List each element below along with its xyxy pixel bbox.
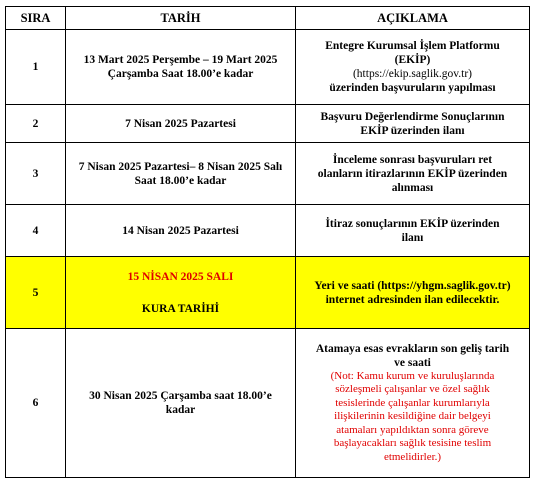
- row-number: 6: [6, 329, 66, 478]
- header-tarih: TARİH: [66, 7, 296, 30]
- header-aciklama: AÇIKLAMA: [296, 7, 530, 30]
- desc-line: ve saati: [394, 356, 431, 369]
- desc-line: EKİP üzerinden ilanı: [360, 124, 465, 137]
- date-line: Saat 18.00’e kadar: [134, 174, 227, 187]
- schedule-table: [5, 6, 530, 478]
- row-description: [296, 30, 530, 105]
- header-sira: SIRA: [6, 7, 66, 30]
- desc-line: Başvuru Değerlendirme Sonuçlarının: [320, 110, 505, 123]
- note-line: ilişkilerinin kesildiğine dair belgeyi: [334, 410, 491, 423]
- row-description: [296, 105, 530, 143]
- desc-line: olanların itirazlarının EKİP üzerinden: [317, 167, 508, 180]
- date-line: Çarşamba Saat 18.00’e kadar: [107, 68, 254, 80]
- note-line: başlayacakları sağlık tesisine teslim: [333, 437, 492, 450]
- desc-line: (EKİP): [394, 54, 431, 66]
- desc-line: İtiraz sonuçlarının EKİP üzerinden: [325, 217, 500, 230]
- note-line: sözleşmeli çalışanlar ve özel sağlık: [335, 383, 490, 396]
- table-row-highlighted: [6, 257, 530, 329]
- date-line: 30 Nisan 2025 Çarşamba saat 18.00’e: [89, 390, 272, 402]
- date-line: kadar: [165, 404, 196, 416]
- row-date: [66, 30, 296, 105]
- kura-date: 15 NİSAN 2025 SALI: [127, 270, 234, 283]
- header-row: [6, 7, 530, 30]
- note-line: tesislerinde çalışanlar kurumlarıyla: [335, 396, 490, 409]
- desc-line: Atamaya esas evrakların son geliş tarih: [315, 342, 510, 355]
- table-row: [6, 205, 530, 257]
- row-date: [66, 329, 296, 478]
- table-row: [6, 143, 530, 205]
- kura-label: KURA TARİHİ: [141, 302, 220, 315]
- table-row: [6, 30, 530, 105]
- row-date: 14 Nisan 2025 Pazartesi: [66, 205, 296, 257]
- row-description: [296, 143, 530, 205]
- desc-line: internet adresinden ilan edilecektir.: [325, 293, 500, 306]
- desc-line: Yeri ve saati (https://yhgm.saglik.gov.tr): [314, 279, 511, 292]
- row-date: [66, 257, 296, 329]
- note-line: (Not: Kamu kurum ve kuruluşlarında: [330, 369, 495, 382]
- date-line: 13 Mart 2025 Perşembe – 19 Mart 2025: [83, 54, 278, 66]
- desc-line: İnceleme sonrası başvuruları ret: [332, 153, 493, 166]
- row-description: [296, 329, 530, 478]
- desc-line: Entegre Kurumsal İşlem Platformu: [325, 40, 500, 52]
- note-line: atamaları yapıldıktan sonra göreve: [336, 423, 489, 436]
- row-date: [66, 143, 296, 205]
- row-number: 5: [6, 257, 66, 329]
- row-number: 2: [6, 105, 66, 143]
- row-description: [296, 205, 530, 257]
- table-row: [6, 329, 530, 478]
- ekip-link[interactable]: (https://ekip.saglik.gov.tr): [352, 68, 473, 80]
- row-number: 3: [6, 143, 66, 205]
- desc-line: ilanı: [401, 231, 424, 244]
- desc-line: üzerinden başvuruların yapılması: [329, 82, 496, 94]
- row-number: 4: [6, 205, 66, 257]
- note-line: etmelidirler.): [383, 450, 442, 463]
- row-date: 7 Nisan 2025 Pazartesi: [66, 105, 296, 143]
- row-description: [296, 257, 530, 329]
- desc-line: alınması: [391, 181, 434, 194]
- date-line: 7 Nisan 2025 Pazartesi– 8 Nisan 2025 Salı: [78, 160, 283, 173]
- row-number: 1: [6, 30, 66, 105]
- table-row: [6, 105, 530, 143]
